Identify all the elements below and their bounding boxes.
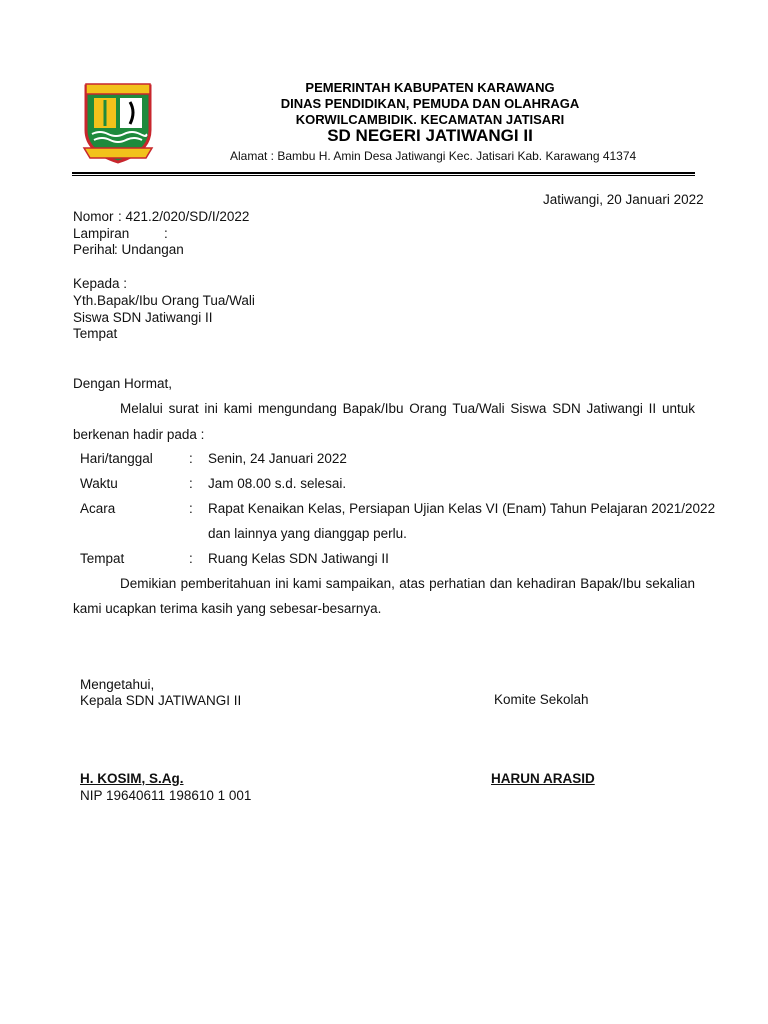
kop-line-1: PEMERINTAH KABUPATEN KARAWANG [305,80,555,95]
detail-value-agenda-cont: dan lainnya yang dianggap perlu. [208,526,407,541]
letterhead-divider-thick [72,172,695,174]
para1-line-1: Melalui surat ini kami mengundang Bapak/Ibu Orang Tua/Wali Siswa SDN Jatiwangi II untuk [120,401,695,416]
detail-label-agenda: Acara [80,501,116,516]
perihal-label: Perihal [73,242,116,257]
school-name: SD NEGERI JATIWANGI II [327,126,533,145]
detail-value-time: Jam 08.00 s.d. selesai. [208,476,347,491]
sign-left-line-2: Kepala SDN JATIWANGI II [80,693,242,708]
kop-line-3: KORWILCAMBIDIK. KECAMATAN JATISARI [295,112,565,127]
detail-label-place: Tempat [80,551,125,566]
para2-line-1: Demikian pemberitahuan ini kami sampaikan, atas perhatian dan kehadiran Bapak/Ibu sekalian [120,576,695,591]
place-date: Jatiwangi, 20 Januari 2022 [543,192,704,207]
greeting: Dengan Hormat, [73,376,173,391]
recipient-line-1: Kepada : [73,276,128,291]
letterhead-divider-thin [72,175,695,176]
sign-left-nip: NIP 19640611 198610 1 001 [80,788,252,803]
detail-value-agenda: Rapat Kenaikan Kelas, Persiapan Ujian Kelas VI (Enam) Tahun Pelajaran 2021/2022 [208,501,716,516]
recipient-line-4: Tempat [73,326,118,341]
detail-value-date: Senin, 24 Januari 2022 [208,451,347,466]
sign-left-name: H. KOSIM, S.Ag. [80,771,184,786]
detail-sep-place: : [189,551,193,566]
recipient-line-3: Siswa SDN Jatiwangi II [73,310,213,325]
lampiran-value: : [164,226,168,241]
recipient-line-2: Yth.Bapak/Ibu Orang Tua/Wali [73,293,255,308]
para2-line-2: kami ucapkan terima kasih yang sebesar-besarnya. [73,601,382,616]
kop-line-2: DINAS PENDIDIKAN, PEMUDA DAN OLAHRAGA [280,96,580,111]
detail-label-date: Hari/tanggal [80,451,153,466]
para1-line-2: berkenan hadir pada : [73,427,205,442]
sign-left-line-1: Mengetahui, [80,677,155,692]
regency-crest-logo [80,78,156,166]
nomor-value: : 421.2/020/SD/I/2022 [118,209,250,224]
detail-label-time: Waktu [80,476,118,491]
perihal-value: : Undangan [114,242,184,257]
detail-sep-agenda: : [189,501,193,516]
detail-value-place: Ruang Kelas SDN Jatiwangi II [208,551,389,566]
sign-right-name: HARUN ARASID [491,771,595,786]
school-address: Alamat : Bambu H. Amin Desa Jatiwangi Kec. Jatisari Kab. Karawang 41374 [230,149,637,163]
sign-right-title: Komite Sekolah [494,692,589,707]
detail-sep-time: : [189,476,193,491]
lampiran-label: Lampiran [73,226,130,241]
detail-sep-date: : [189,451,193,466]
nomor-label: Nomor [73,209,114,224]
